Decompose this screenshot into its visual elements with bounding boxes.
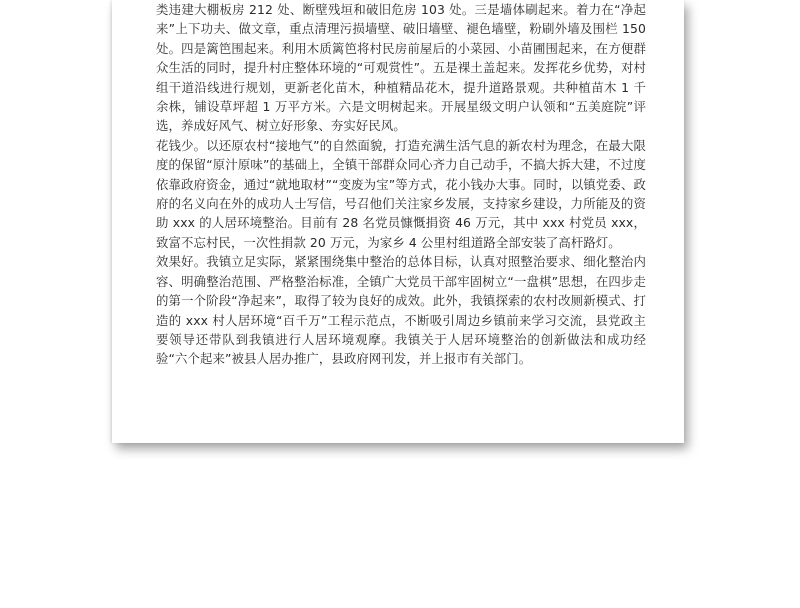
paragraph-low-cost: 花钱少。以还原农村“接地气”的自然面貌，打造充满生活气息的新农村为理念，在最大限度的保留“原汁原味”的基础上，全镇干部群众同心齐力自己动手，不搞大拆大建，不过度依靠政府资金，通过“就地取材”“变废为宝”等方式，花小钱办大事。同时，以镇党委、政府的名义向在外的成功人士写信，号召他们关注家乡发展，支持家乡建设，力所能及的资助 xxx 的人居环境整治。目前有 28 名党员慷慨捐资 46 万元，其中 xxx 村党员 xxx，致富不忘村民，一次性捐款 20 万元，为家乡 4 公里村组道路全部安装了高杆路灯。 bbox=[156, 137, 646, 250]
document-page bbox=[112, 0, 684, 443]
paragraph-good-results: 效果好。我镇立足实际，紧紧围绕集中整治的总体目标，认真对照整治要求、细化整治内容、明确整治范围、严格整治标准，全镇广大党员干部牢固树立“一盘棋”思想，在四步走的第一个阶段“净起来”，取得了较为良好的成效。此外，我镇探索的农村改厕新模式、打造的 xxx 村人居环境“百千万”工程示范点，不断吸引周边乡镇前来学习交流，县党政主要领导还带队到我镇进行人居环境观摩。我镇关于人居环境整治的创新做法和成功经验“六个起来”被县人居办推广，县政府网刊发，并上报市有关部门。 bbox=[156, 254, 646, 367]
paragraph-cleanup-continued: 类违建大棚板房 212 处、断壁残垣和破旧危房 103 处。三是墙体刷起来。着力在“净起来”上下功夫、做文章，重点清理污损墙壁、破旧墙壁、褪色墙壁，粉刷外墙及围栏 150 处。四是篱笆围起来。利用木质篱笆将村民房前屋后的小菜园、小苗圃围起来，在方便群众生活的同时，提升村庄整体环境的“可观赏性”。五是裸土盖起来。发挥花乡优势，对村组干道沿线进行规划，更新老化苗木，种植精品花木，提升道路景观。共种植苗木 1 千余株，铺设草坪超 1 万平方米。六是文明树起来。开展星级文明户认领和“五美庭院”评选，养成好风气、树立好形象、夯实好民风。 bbox=[156, 2, 646, 134]
page-content bbox=[156, 0, 646, 369]
